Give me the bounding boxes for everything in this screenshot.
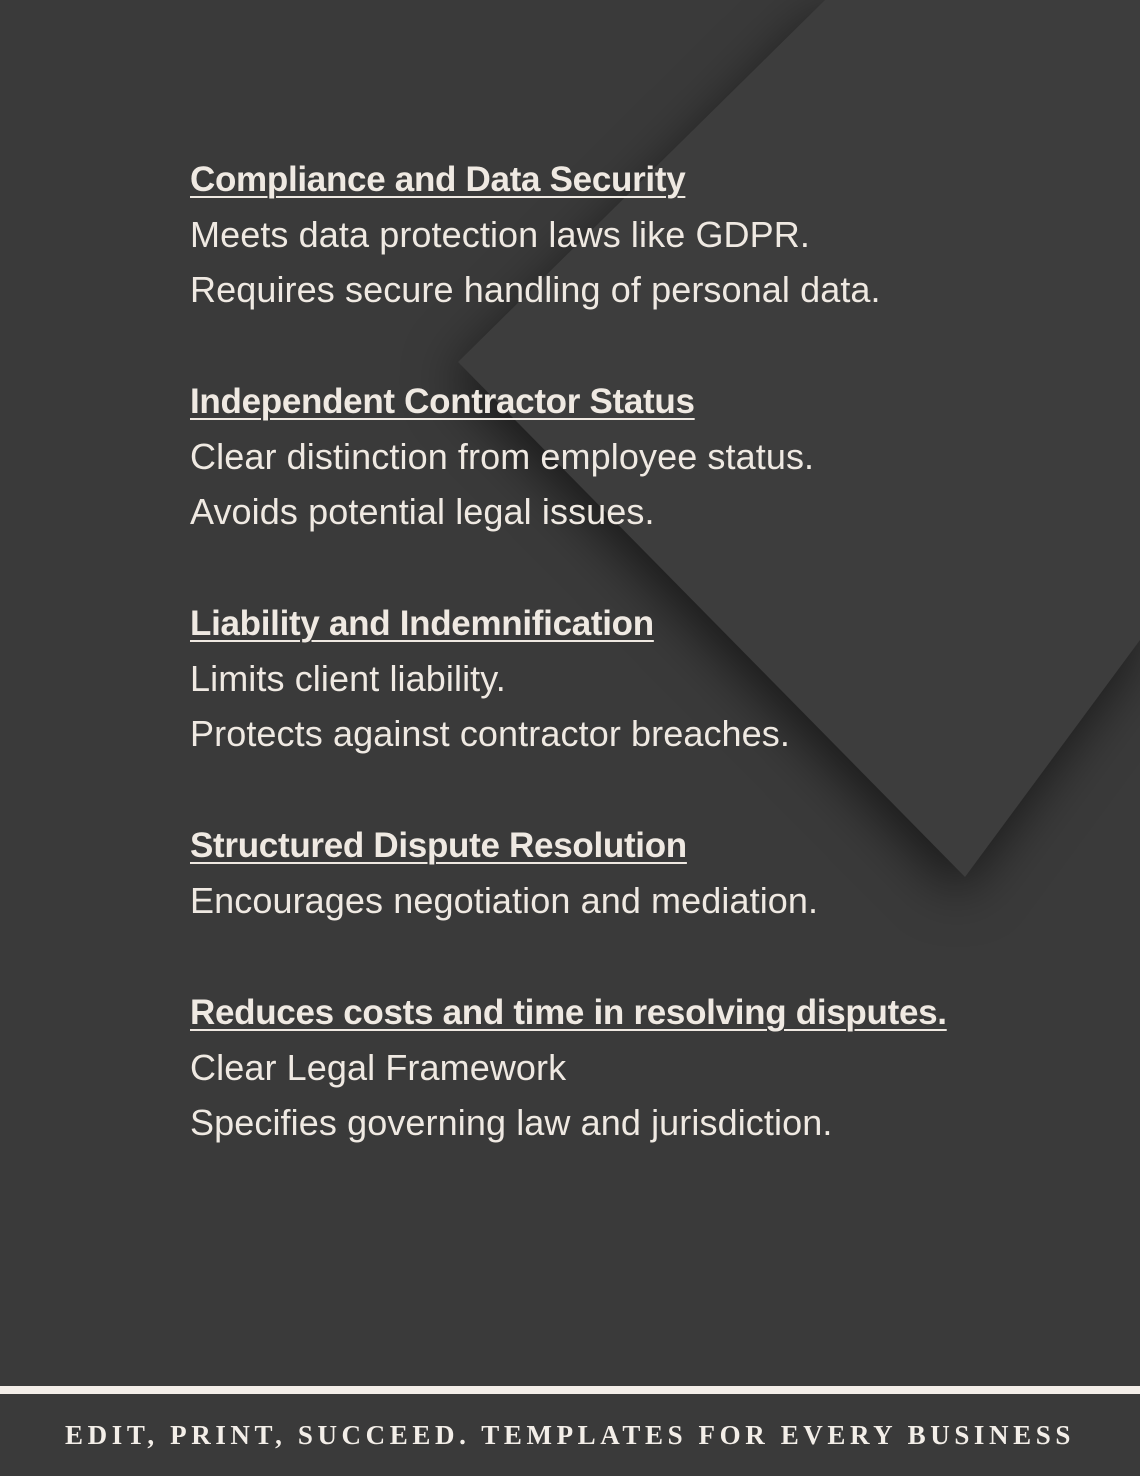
section-title: Compliance and Data Security	[190, 160, 686, 199]
section-line: Encourages negotiation and mediation.	[190, 880, 819, 921]
section-liability	[190, 597, 1090, 761]
section-contractor-status	[190, 375, 1090, 539]
section-dispute-resolution	[190, 819, 1090, 928]
section-title: Independent Contractor Status	[190, 382, 695, 421]
section-legal-framework	[190, 986, 1090, 1150]
benefits-list	[190, 153, 1090, 1208]
section-compliance	[190, 153, 1090, 317]
section-line: Requires secure handling of personal data.	[190, 269, 881, 310]
section-line: Clear Legal Framework	[190, 1047, 567, 1088]
footer-divider	[0, 1386, 1140, 1394]
footer-banner	[0, 1394, 1140, 1476]
section-line: Clear distinction from employee status.	[190, 436, 815, 477]
section-line: Meets data protection laws like GDPR.	[190, 214, 810, 255]
section-title: Structured Dispute Resolution	[190, 826, 687, 865]
section-line: Protects against contractor breaches.	[190, 713, 791, 754]
section-line: Avoids potential legal issues.	[190, 491, 655, 532]
section-line: Limits client liability.	[190, 658, 506, 699]
section-title: Liability and Indemnification	[190, 604, 654, 643]
footer-tagline: EDIT, PRINT, SUCCEED. TEMPLATES FOR EVERY BUSINESS	[65, 1419, 1075, 1450]
section-title: Reduces costs and time in resolving disputes.	[190, 993, 947, 1032]
section-line: Specifies governing law and jurisdiction.	[190, 1102, 833, 1143]
